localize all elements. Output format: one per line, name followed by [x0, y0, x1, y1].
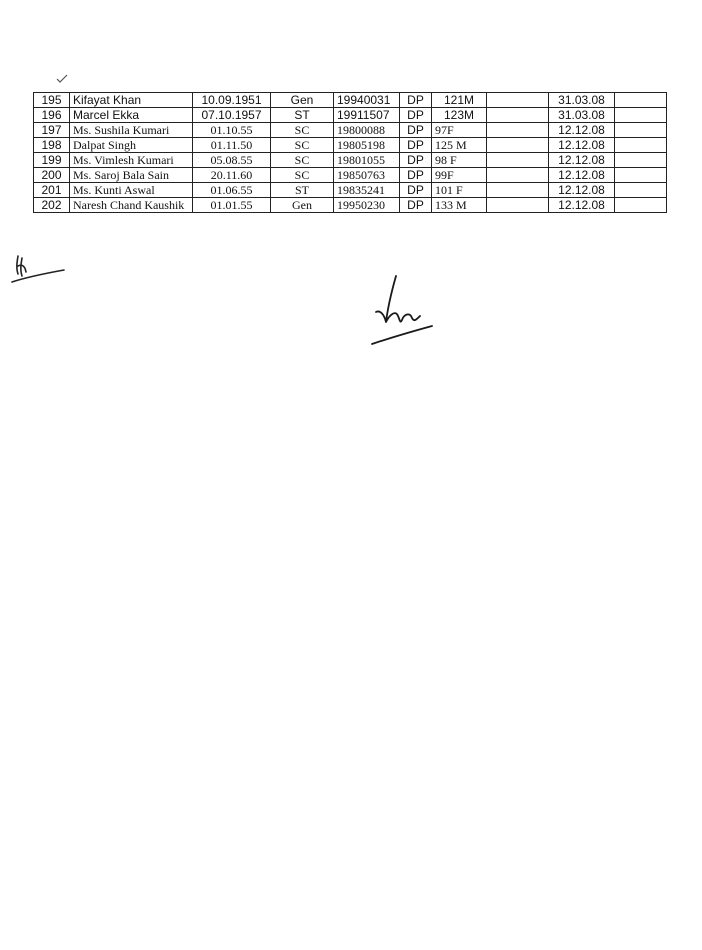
designation-cell: DP — [400, 183, 432, 198]
table-row — [34, 138, 667, 153]
blank-cell — [615, 108, 667, 123]
table-row — [34, 183, 667, 198]
employee-id-cell: 19950230 — [334, 198, 400, 213]
date-of-birth-cell: 05.08.55 — [193, 153, 271, 168]
category-cell: SC — [271, 168, 334, 183]
date-cell: 31.03.08 — [549, 108, 615, 123]
name-cell: Ms. Vimlesh Kumari — [70, 153, 193, 168]
blank-cell — [487, 198, 549, 213]
code-cell: 99F — [432, 168, 487, 183]
category-cell: ST — [271, 108, 334, 123]
employee-id-cell: 19801055 — [334, 153, 400, 168]
table-row — [34, 93, 667, 108]
blank-cell — [615, 153, 667, 168]
employee-id-cell: 19940031 — [334, 93, 400, 108]
date-of-birth-cell: 20.11.60 — [193, 168, 271, 183]
blank-cell — [487, 138, 549, 153]
category-cell: SC — [271, 138, 334, 153]
code-cell: 125 M — [432, 138, 487, 153]
serial-number-cell: 200 — [34, 168, 70, 183]
category-cell: Gen — [271, 198, 334, 213]
category-cell: SC — [271, 153, 334, 168]
designation-cell: DP — [400, 153, 432, 168]
blank-cell — [615, 93, 667, 108]
blank-cell — [615, 183, 667, 198]
table-row — [34, 108, 667, 123]
officer-signature — [366, 270, 436, 350]
name-cell: Ms. Kunti Aswal — [70, 183, 193, 198]
date-of-birth-cell: 01.10.55 — [193, 123, 271, 138]
designation-cell: DP — [400, 198, 432, 213]
code-cell: 121M — [432, 93, 487, 108]
code-cell: 123M — [432, 108, 487, 123]
date-cell: 12.12.08 — [549, 183, 615, 198]
employee-table — [33, 92, 667, 213]
blank-cell — [487, 123, 549, 138]
employee-id-cell: 19911507 — [334, 108, 400, 123]
serial-number-cell: 197 — [34, 123, 70, 138]
name-cell: Marcel Ekka — [70, 108, 193, 123]
table-row — [34, 198, 667, 213]
blank-cell — [615, 123, 667, 138]
code-cell: 97F — [432, 123, 487, 138]
date-cell: 12.12.08 — [549, 198, 615, 213]
date-cell: 12.12.08 — [549, 138, 615, 153]
date-cell: 12.12.08 — [549, 153, 615, 168]
category-cell: Gen — [271, 93, 334, 108]
serial-number-cell: 202 — [34, 198, 70, 213]
blank-cell — [487, 183, 549, 198]
category-cell: SC — [271, 123, 334, 138]
serial-number-cell: 198 — [34, 138, 70, 153]
table-row — [34, 168, 667, 183]
code-cell: 98 F — [432, 153, 487, 168]
blank-cell — [487, 93, 549, 108]
blank-cell — [615, 198, 667, 213]
date-of-birth-cell: 10.09.1951 — [193, 93, 271, 108]
blank-cell — [487, 168, 549, 183]
category-cell: ST — [271, 183, 334, 198]
date-of-birth-cell: 01.11.50 — [193, 138, 271, 153]
date-cell: 12.12.08 — [549, 123, 615, 138]
employee-id-cell: 19835241 — [334, 183, 400, 198]
serial-number-cell: 195 — [34, 93, 70, 108]
serial-number-cell: 199 — [34, 153, 70, 168]
table-row — [34, 153, 667, 168]
designation-cell: DP — [400, 123, 432, 138]
designation-cell: DP — [400, 93, 432, 108]
table-body — [34, 93, 667, 213]
name-cell: Ms. Saroj Bala Sain — [70, 168, 193, 183]
blank-cell — [615, 138, 667, 153]
blank-cell — [487, 153, 549, 168]
date-of-birth-cell: 01.01.55 — [193, 198, 271, 213]
designation-cell: DP — [400, 108, 432, 123]
designation-cell: DP — [400, 168, 432, 183]
table-row — [34, 123, 667, 138]
name-cell: Dalpat Singh — [70, 138, 193, 153]
date-of-birth-cell: 07.10.1957 — [193, 108, 271, 123]
name-cell: Naresh Chand Kaushik — [70, 198, 193, 213]
designation-cell: DP — [400, 138, 432, 153]
check-mark-icon — [56, 74, 68, 84]
name-cell: Ms. Sushila Kumari — [70, 123, 193, 138]
employee-id-cell: 19850763 — [334, 168, 400, 183]
serial-number-cell: 201 — [34, 183, 70, 198]
initials-signature-left — [8, 252, 68, 286]
employee-id-cell: 19800088 — [334, 123, 400, 138]
employee-id-cell: 19805198 — [334, 138, 400, 153]
serial-number-cell: 196 — [34, 108, 70, 123]
blank-cell — [487, 108, 549, 123]
name-cell: Kifayat Khan — [70, 93, 193, 108]
date-cell: 12.12.08 — [549, 168, 615, 183]
date-of-birth-cell: 01.06.55 — [193, 183, 271, 198]
blank-cell — [615, 168, 667, 183]
date-cell: 31.03.08 — [549, 93, 615, 108]
code-cell: 133 M — [432, 198, 487, 213]
code-cell: 101 F — [432, 183, 487, 198]
